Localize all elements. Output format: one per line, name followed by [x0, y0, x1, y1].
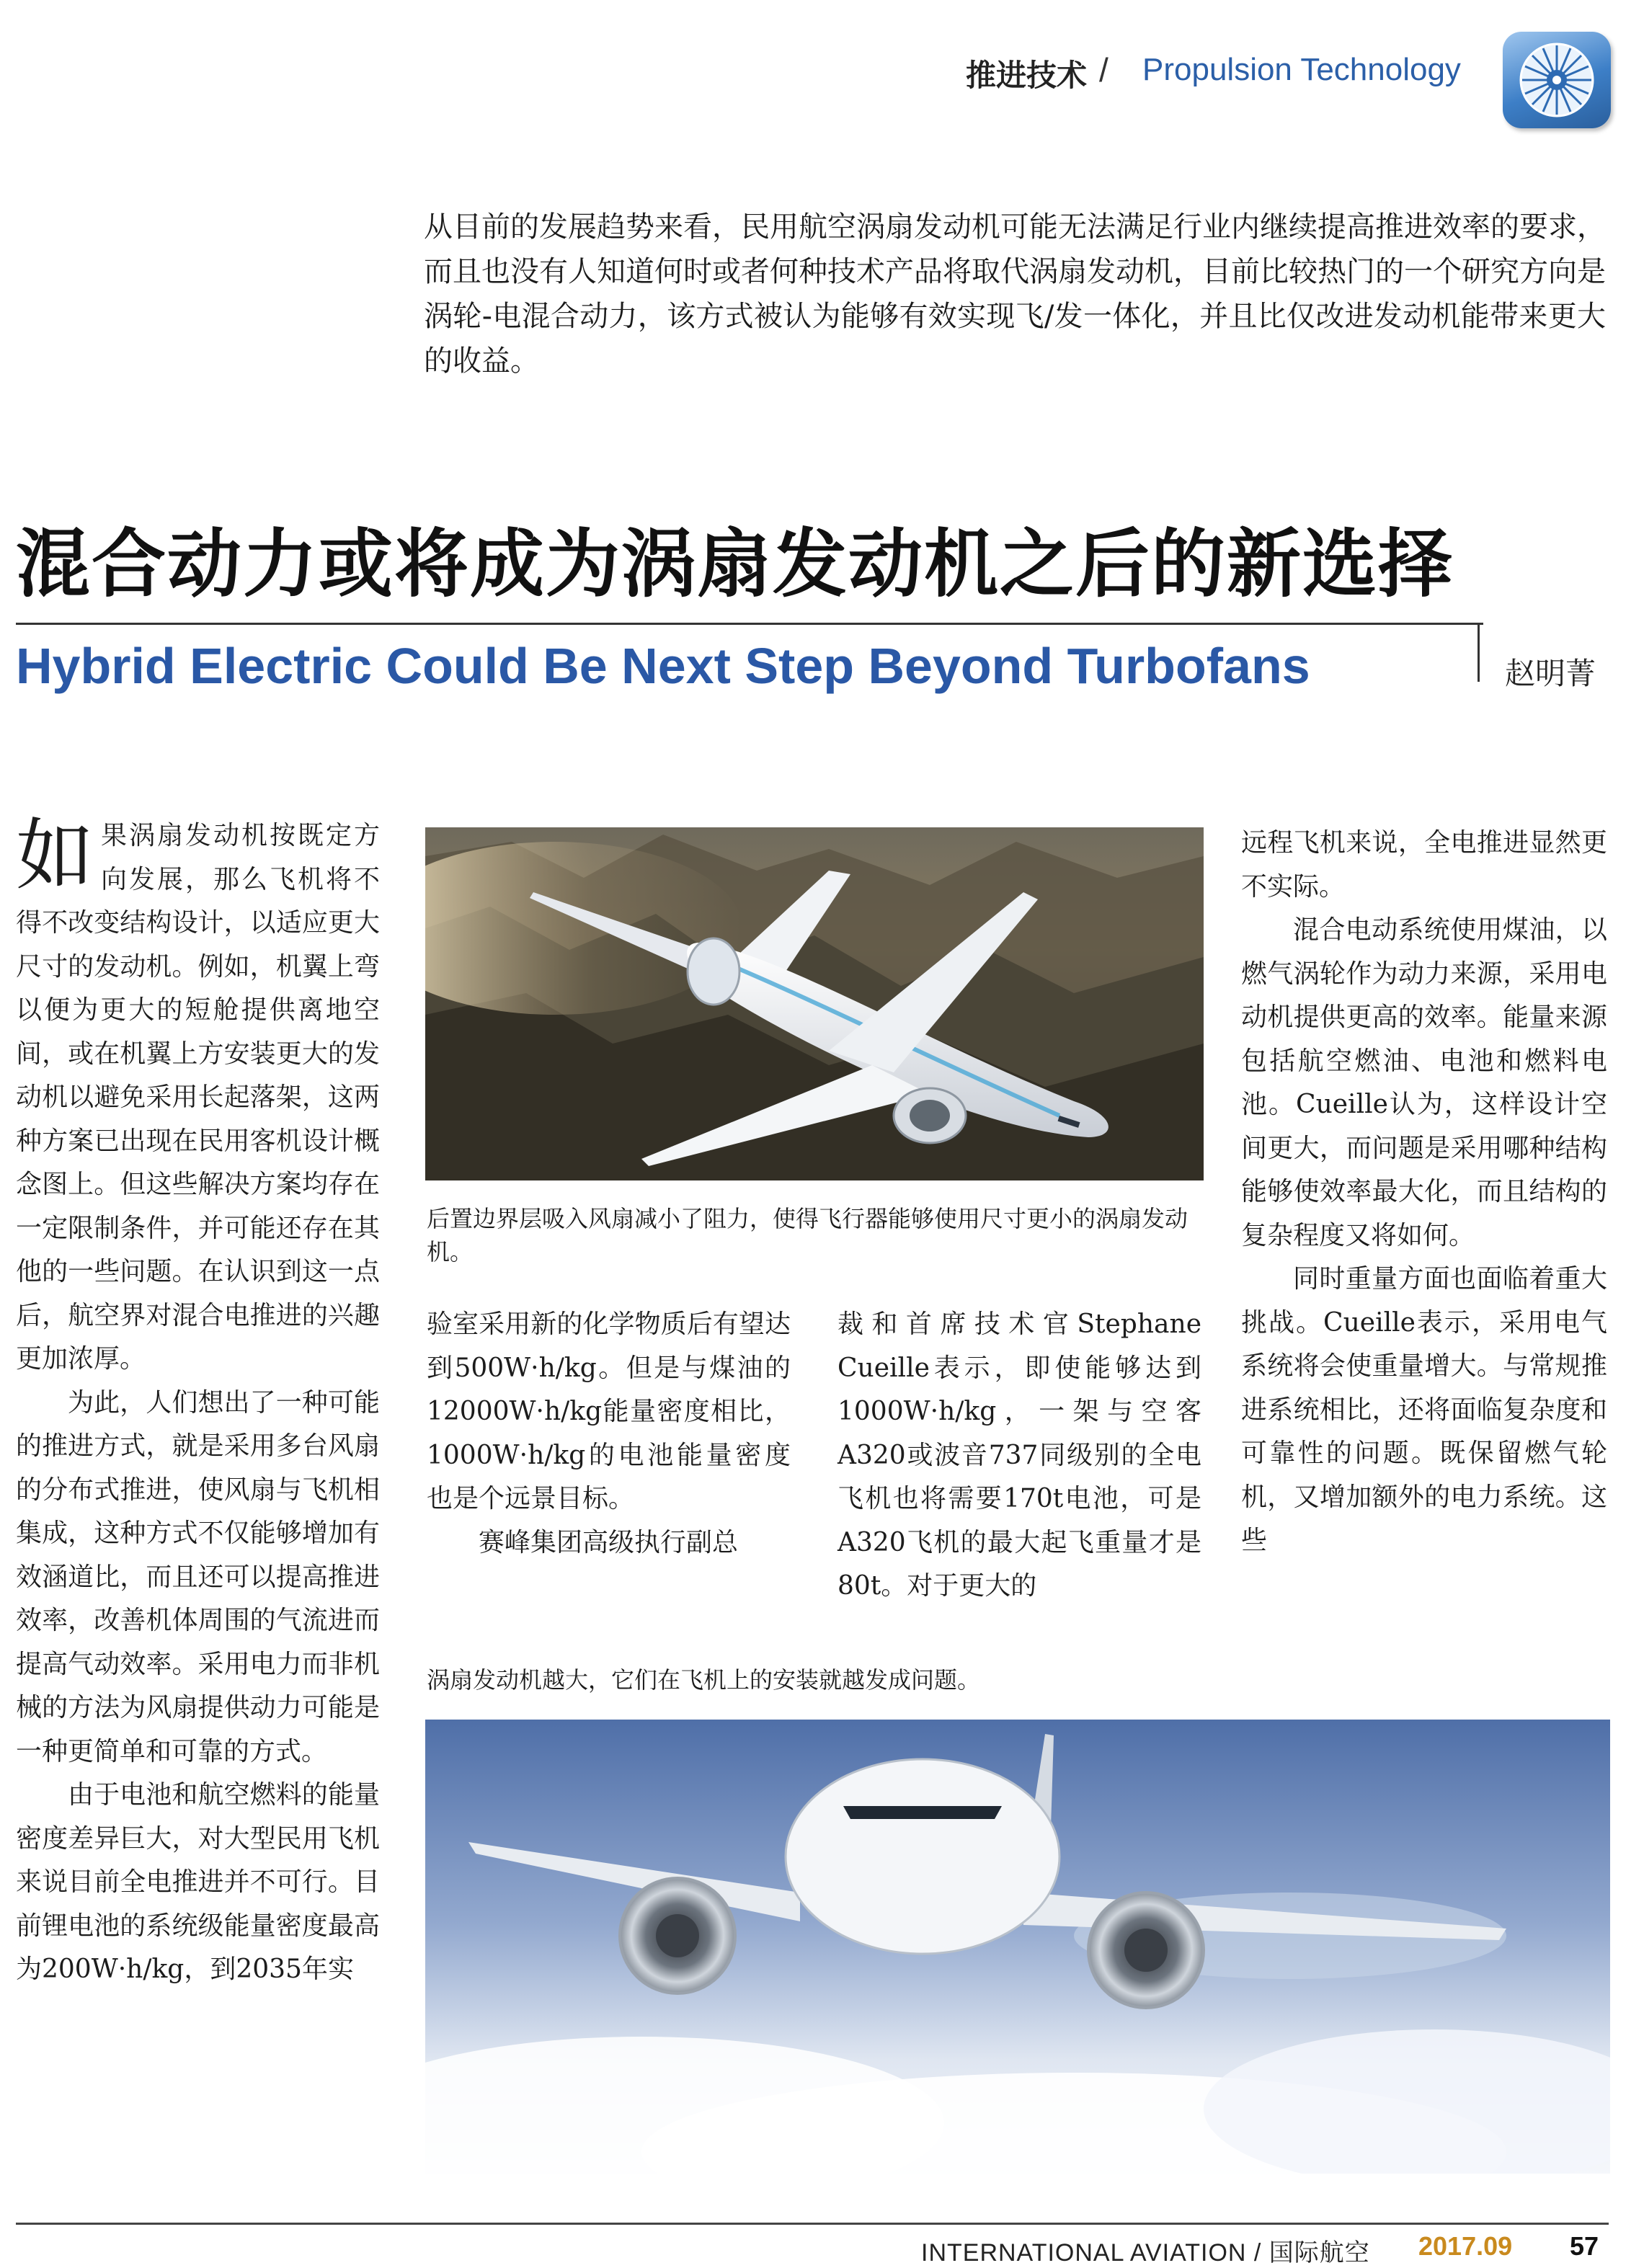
section-label-en: Propulsion Technology — [1142, 52, 1461, 87]
airliner-front-view-photo — [425, 1720, 1610, 2174]
body-paragraph — [16, 811, 380, 1382]
article-title-cn: 混合动力或将成为涡扇发动机之后的新选择 — [16, 520, 1454, 608]
section-separator: / — [1099, 51, 1108, 89]
body-paragraph: 同时重量方面也面临着重大挑战。Cueille表示，采用电气系统将会使重量增大。与常规推进系统相比，还将面临复杂度和可靠性的问题。既保留燃气轮机，又增加额外的电力系统。这些 — [1241, 1264, 1607, 1555]
page-number: 57 — [1570, 2231, 1599, 2261]
intro-paragraph: 从目前的发展趋势来看，民用航空涡扇发动机可能无法满足行业内继续提高推进效率的要求，而且也没有人知道何时或者何种技术产品将取代涡扇发动机，目前比较热门的一个研究方向是涡轮-电混合动力，该方式被认为能够有效实现飞/发一体化，并且比仅改进发动机能带来更大的收益。 — [424, 210, 1606, 378]
body-column-2a — [427, 1303, 791, 1565]
footer-divider — [16, 2223, 1609, 2225]
body-paragraph: 混合电动系统使用煤油，以燃气涡轮作为动力来源，采用电动机提供更高的效率。能量来源包括航空燃油、电池和燃料电池。Cueille认为，这样设计空间更大，而问题是采用哪种结构能够使效率最大化，而且结构的复杂程度又将如何。 — [1241, 915, 1607, 1250]
body-paragraph: 赛峰集团高级执行副总 — [479, 1527, 739, 1557]
figure-caption-1: 后置边界层吸入风扇减小了阻力，使得飞行器能够使用尺寸更小的涡扇发动机。 — [427, 1205, 1188, 1266]
title-divider-tick — [1478, 623, 1480, 682]
body-column-2b — [837, 1303, 1201, 1609]
body-column-3 — [1241, 822, 1607, 1563]
paragraph-text: 果涡扇发动机按既定方向发展，那么飞机将不得不改变结构设计，以适应更大尺寸的发动机。例如，机翼上弯以便为更大的短舱提供离地空间，或在机翼上方安装更大的发动机以避免采用长起落架，这两种方案已出现在民用客机设计概念图上。但这些解决方案均存在一定限制条件，并可能还存在其他的一些问题。在认识到这一点后，航空界对混合电推进的兴趣更加浓厚。 — [16, 821, 380, 1374]
figure-caption-2: 涡扇发动机越大，它们在飞机上的安装就越发成问题。 — [427, 1666, 981, 1694]
title-divider — [16, 623, 1483, 625]
drop-cap: 如 — [16, 811, 94, 901]
issue-date: 2017.09 — [1418, 2231, 1513, 2261]
body-column-1 — [16, 811, 380, 1992]
body-paragraph: 为此，人们想出了一种可能的推进方式，就是采用多台风扇的分布式推进，使风扇与飞机相集成，这种方式不仅能够增加有效涵道比，而且还可以提高推进效率，改善机体周围的气流进而提高气动效率。采用电力而非机械的方法为风扇提供动力可能是一种更简单和可靠的方式。 — [16, 1387, 380, 1766]
magazine-name: INTERNATIONAL AVIATION / 国际航空 — [921, 2239, 1370, 2267]
author-name: 赵明菁 — [1505, 656, 1596, 691]
body-paragraph: 由于电池和航空燃料的能量密度差异巨大，对大型民用飞机来说目前全电推进并不可行。目前锂电池的系统级能量密度最高为200W·h/kg，到2035年实 — [16, 1780, 380, 1984]
body-paragraph: 远程飞机来说，全电推进显然更不实际。 — [1241, 828, 1607, 902]
turbine-logo-icon — [1503, 32, 1611, 128]
section-label-cn: 推进技术 — [966, 58, 1088, 93]
article-title-en: Hybrid Electric Could Be Next Step Beyond Turbofans — [16, 638, 1310, 694]
body-paragraph: 验室采用新的化学物质后有望达到500W·h/kg。但是与煤油的12000W·h/kg能量密度相比，1000W·h/kg的电池能量密度也是个远景目标。 — [427, 1309, 791, 1513]
body-paragraph: 裁和首席技术官Stephane Cueille表示，即使能够达到1000W·h/kg，一架与空客A320或波音737同级别的全电飞机也将需要170t电池，可是A320飞机的最大起飞重量才是80t。对于更大的 — [837, 1309, 1201, 1601]
aircraft-over-mountains-photo — [425, 827, 1204, 1180]
